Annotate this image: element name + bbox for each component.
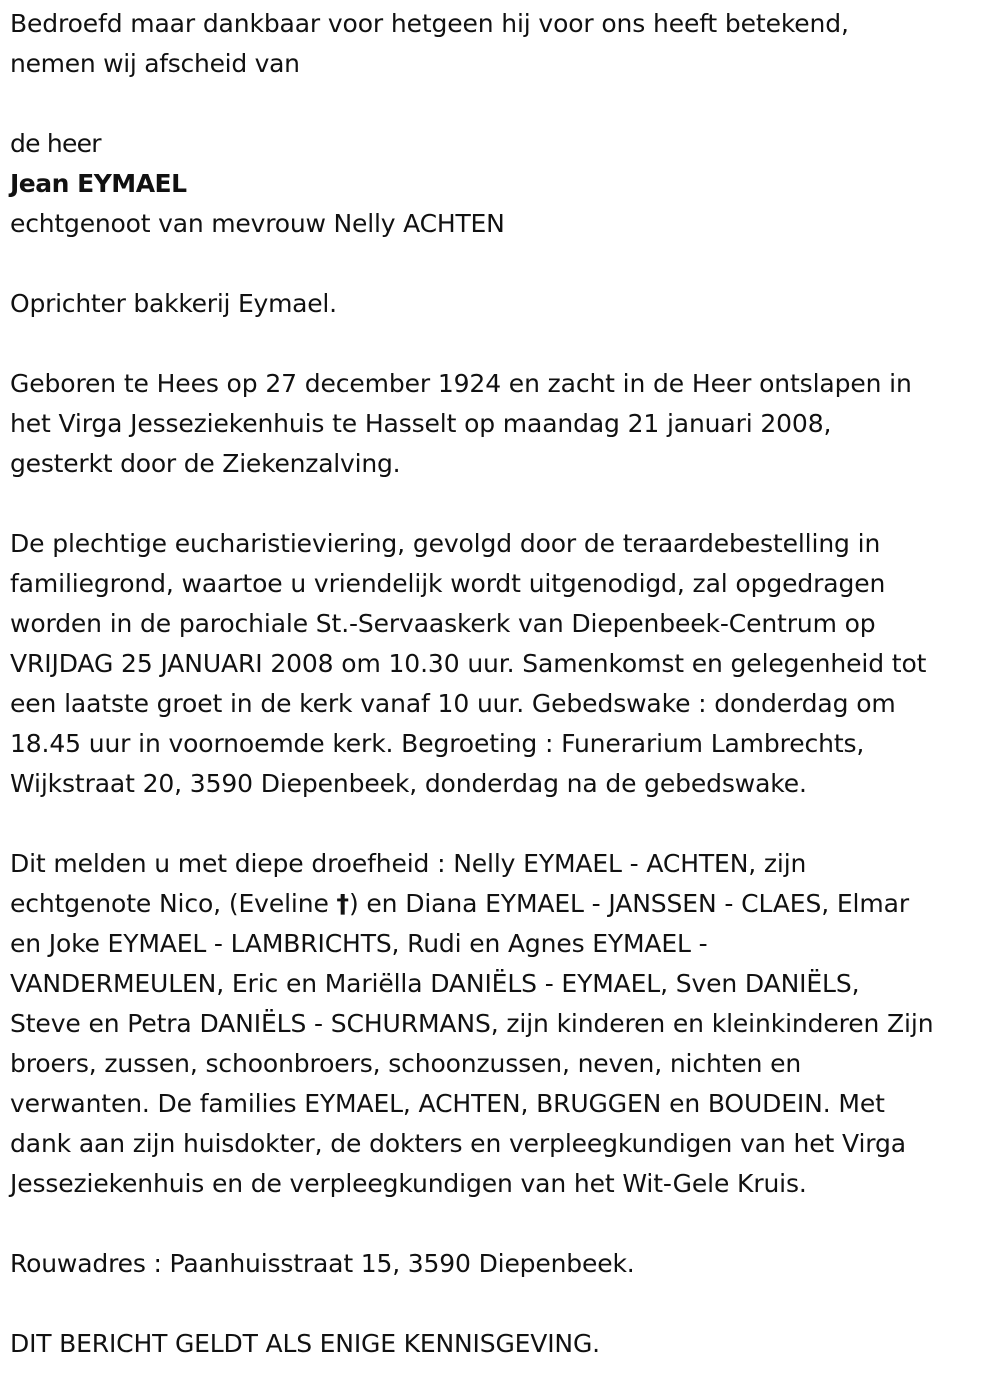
family-line: dank aan zijn huisdokter, de dokters en verpleegkundigen van het Virga	[10, 1129, 906, 1158]
intro-line-2: nemen wij afscheid van	[10, 49, 300, 78]
family-line: broers, zussen, schoonbroers, schoonzussen, neven, nichten en	[10, 1049, 802, 1078]
family-line: Dit melden u met diepe droefheid : Nelly EYMAEL - ACHTEN, zijn	[10, 849, 807, 878]
cross-icon: †	[336, 889, 349, 918]
ceremony-line: De plechtige eucharistieviering, gevolgd door de teraardebestelling in	[10, 529, 881, 558]
occupation-line: Oprichter bakkerij Eymael.	[10, 289, 337, 318]
deceased-name: Jean EYMAEL	[10, 169, 187, 198]
mourning-address: Rouwadres : Paanhuisstraat 15, 3590 Diepenbeek.	[10, 1249, 635, 1278]
family-line-text: ) en Diana EYMAEL - JANSSEN - CLAES, Elmar	[348, 889, 909, 918]
family-line: en Joke EYMAEL - LAMBRICHTS, Rudi en Agnes EYMAEL -	[10, 929, 708, 958]
family-line: Steve en Petra DANIËLS - SCHURMANS, zijn kinderen en kleinkinderen Zijn	[10, 1009, 934, 1038]
ceremony-line: een laatste groet in de kerk vanaf 10 uur. Gebedswake : donderdag om	[10, 689, 896, 718]
family-line: VANDERMEULEN, Eric en Mariëlla DANIËLS - EYMAEL, Sven DANIËLS,	[10, 969, 860, 998]
family-line-text: echtgenote Nico, (Eveline	[10, 889, 337, 918]
obituary-document	[10, 4, 995, 1364]
closing-notice: DIT BERICHT GELDT ALS ENIGE KENNISGEVING.	[10, 1329, 600, 1358]
birth-death-line: gesterkt door de Ziekenzalving.	[10, 449, 401, 478]
family-line: verwanten. De families EYMAEL, ACHTEN, BRUGGEN en BOUDEIN. Met	[10, 1089, 885, 1118]
ceremony-line: familiegrond, waartoe u vriendelijk wordt uitgenodigd, zal opgedragen	[10, 569, 886, 598]
intro-line-1: Bedroefd maar dankbaar voor hetgeen hij voor ons heeft betekend,	[10, 9, 849, 38]
ceremony-line: VRIJDAG 25 JANUARI 2008 om 10.30 uur. Samenkomst en gelegenheid tot	[10, 649, 927, 678]
birth-death-line: het Virga Jesseziekenhuis te Hasselt op maandag 21 januari 2008,	[10, 409, 832, 438]
spouse-line: echtgenoot van mevrouw Nelly ACHTEN	[10, 209, 505, 238]
ceremony-line: worden in de parochiale St.-Servaaskerk van Diepenbeek-Centrum op	[10, 609, 876, 638]
family-line: Jesseziekenhuis en de verpleegkundigen van het Wit-Gele Kruis.	[10, 1169, 807, 1198]
family-line	[10, 884, 995, 924]
salutation: de heer	[10, 129, 101, 158]
ceremony-line: Wijkstraat 20, 3590 Diepenbeek, donderdag na de gebedswake.	[10, 769, 807, 798]
ceremony-line: 18.45 uur in voornoemde kerk. Begroeting : Funerarium Lambrechts,	[10, 729, 865, 758]
birth-death-line: Geboren te Hees op 27 december 1924 en zacht in de Heer ontslapen in	[10, 369, 912, 398]
